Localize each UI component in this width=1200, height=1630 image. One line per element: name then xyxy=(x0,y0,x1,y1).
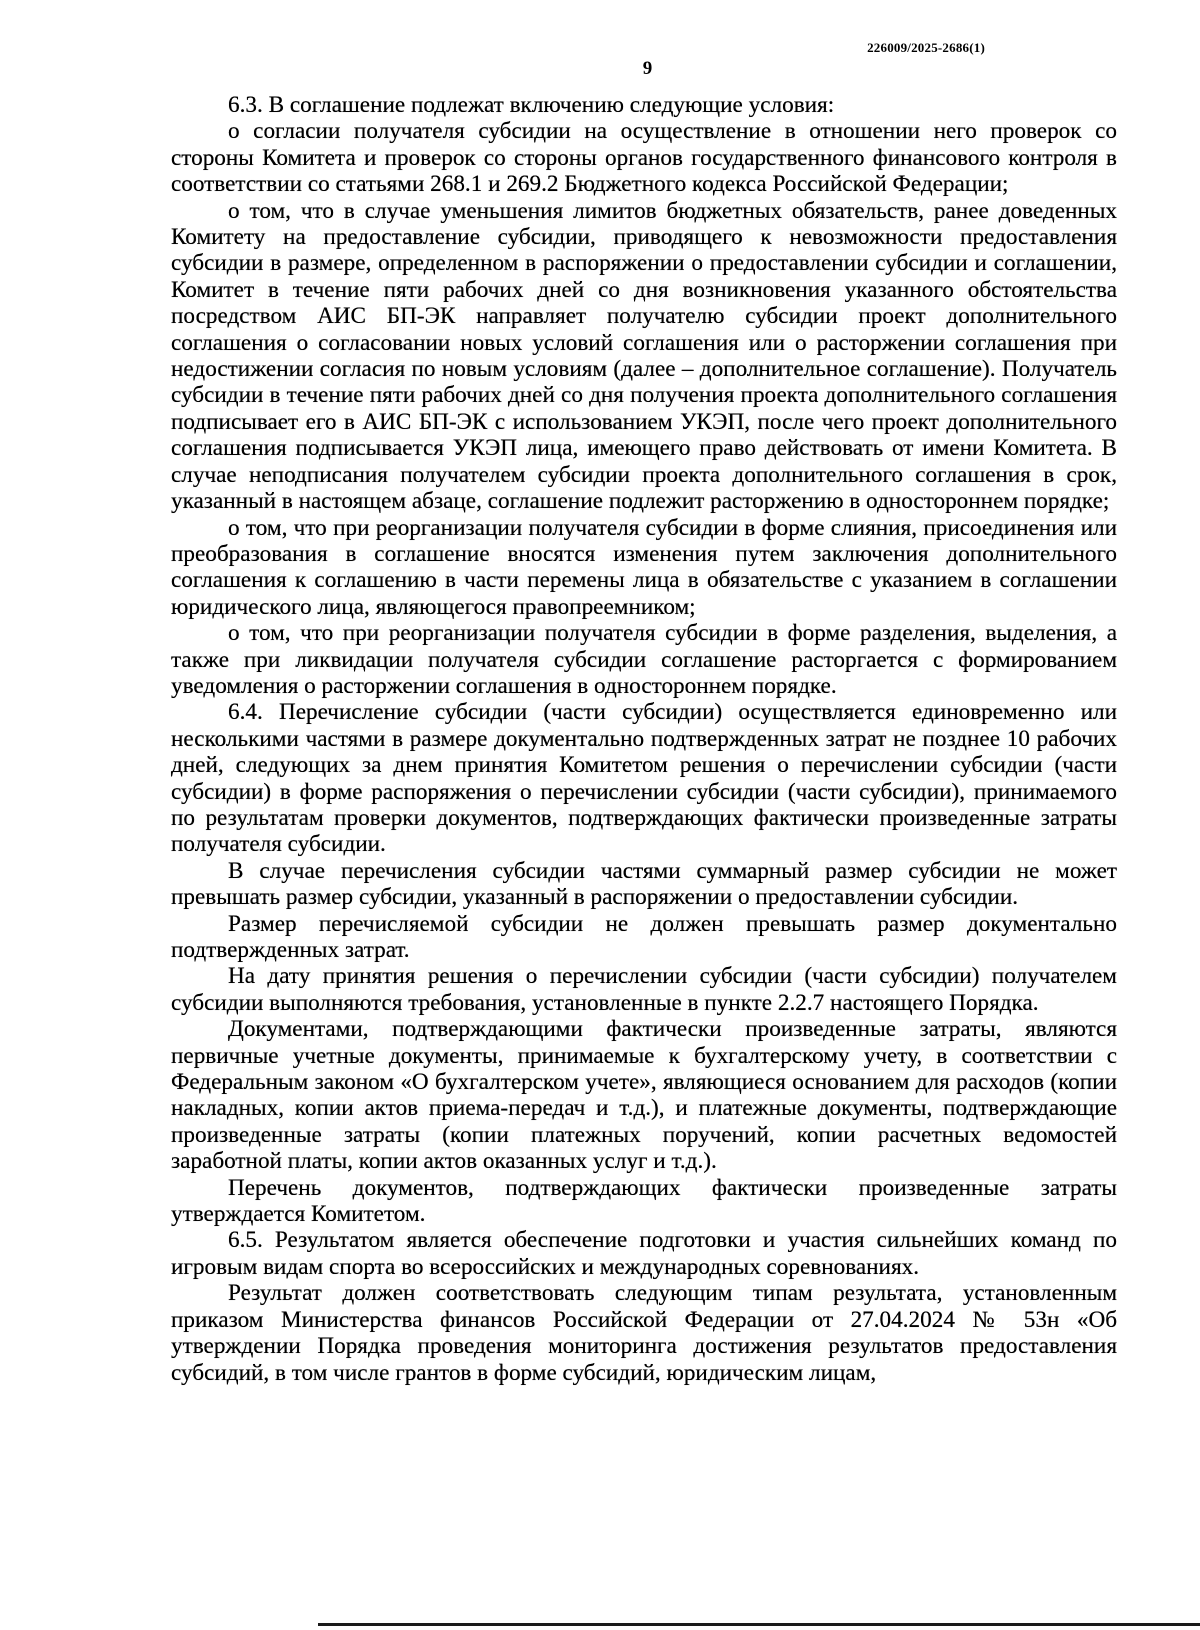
paragraph-6-5-result: 6.5. Результатом является обеспечение подготовки и участия сильнейших команд по игровым видам спорта во всероссийских и международных соревнованиях. xyxy=(171,1227,1117,1280)
paragraph-reorganization-division: о том, что при реорганизации получателя субсидии в форме разделения, выделения, а также при ликвидации получателя субсидии соглашение расторгается с формированием уведомления о расторжении соглашения в одностороннем порядке. xyxy=(171,620,1117,699)
paragraph-6-4-transfer: 6.4. Перечисление субсидии (части субсидии) осуществляется единовременно или несколькими частями в размере документально подтвержденных затрат не позднее 10 рабочих дней, следующих за днем принятия Комитетом решения о перечислении субсидии (части субсидии) в форме распоряжения о перечислении субсидии (части субсидии), принимаемого по результатам проверки документов, подтверждающих фактически произведенные затраты получателя субсидии. xyxy=(171,699,1117,858)
page-number: 9 xyxy=(642,58,653,79)
paragraph-requirements-date: На дату принятия решения о перечислении субсидии (части субсидии) получателем субсидии выполняются требования, установленные в пункте 2.2.7 настоящего Порядка. xyxy=(171,963,1117,1016)
paragraph-6-3-heading: 6.3. В соглашение подлежат включению следующие условия: xyxy=(228,92,835,118)
paragraph-inspection-consent: о согласии получателя субсидии на осуществление в отношении него проверок со стороны Комитета и проверок со стороны органов государственного финансового контроля в соответствии со статьями 268.1 и 269.2 Бюджетного кодекса Российской Федерации; xyxy=(171,118,1117,198)
scan-bottom-edge xyxy=(318,1623,1200,1626)
paragraph-supporting-documents: Документами, подтверждающими фактически произведенные затраты, являются первичные учетные документы, принимаемые к бухгалтерскому учету, в соответствии с Федеральным законом «О бухгалтерском учете», являющиеся основанием для расходов (копии накладных, копии актов приема-передач и т.д.), и платежные документы, подтверждающие произведенные затраты (копии платежных поручений, копии расчетных ведомостей заработной платы, копии актов оказанных услуг и т.д.). xyxy=(171,1016,1117,1175)
paragraph-partial-transfer-limit: В случае перечисления субсидии частями суммарный размер субсидии не может превышать размер субсидии, указанный в распоряжении о предоставлении субсидии. xyxy=(171,857,1117,911)
document-body xyxy=(171,92,1117,1386)
paragraph-document-list-approval: Перечень документов, подтверждающих фактически произведенные затраты утверждается Комитетом. xyxy=(171,1174,1117,1228)
paragraph-budget-limit-reduction: о том, что в случае уменьшения лимитов бюджетных обязательств, ранее доведенных Комитету на предоставление субсидии, приводящего к невозможности предоставления субсидии в размере, определенном в распоряжении о предоставлении субсидии и соглашении, Комитет в течение пяти рабочих дней со дня возникновения указанного обстоятельства посредством АИС БП-ЭК направляет получателю субсидии проект дополнительного соглашения о согласовании новых условий соглашения или о расторжении соглашения при недостижении согласия по новым условиям (далее – дополнительное соглашение). Получатель субсидии в течение пяти рабочих дней со дня получения проекта дополнительного соглашения подписывает его в АИС БП-ЭК с использованием УКЭП, после чего проект дополнительного соглашения подписывается УКЭП лица, имеющего право действовать от имени Комитета. В случае неподписания получателем субсидии проекта дополнительного соглашения в срок, указанный в настоящем абзаце, соглашение подлежит расторжению в одностороннем порядке; xyxy=(171,197,1117,515)
paragraph-transfer-amount-limit: Размер перечисляемой субсидии не должен превышать размер документально подтвержденных затрат. xyxy=(171,910,1117,963)
document-registration-number: 226009/2025-2686(1) xyxy=(867,40,985,55)
paragraph-reorganization-merger: о том, что при реорганизации получателя субсидии в форме слияния, присоединения или преобразования в соглашение вносятся изменения путем заключения дополнительного соглашения к соглашению в части перемены лица в обязательстве с указанием в соглашении юридического лица, являющегося правопреемником; xyxy=(171,514,1117,620)
paragraph-result-types: Результат должен соответствовать следующим типам результата, установленным приказом Министерства финансов Российской Федерации от 27.04.2024 № 53н «Об утверждении Порядка проведения мониторинга достижения результатов предоставления субсидий, в том числе грантов в форме субсидий, юридическим лицам, xyxy=(171,1280,1117,1386)
